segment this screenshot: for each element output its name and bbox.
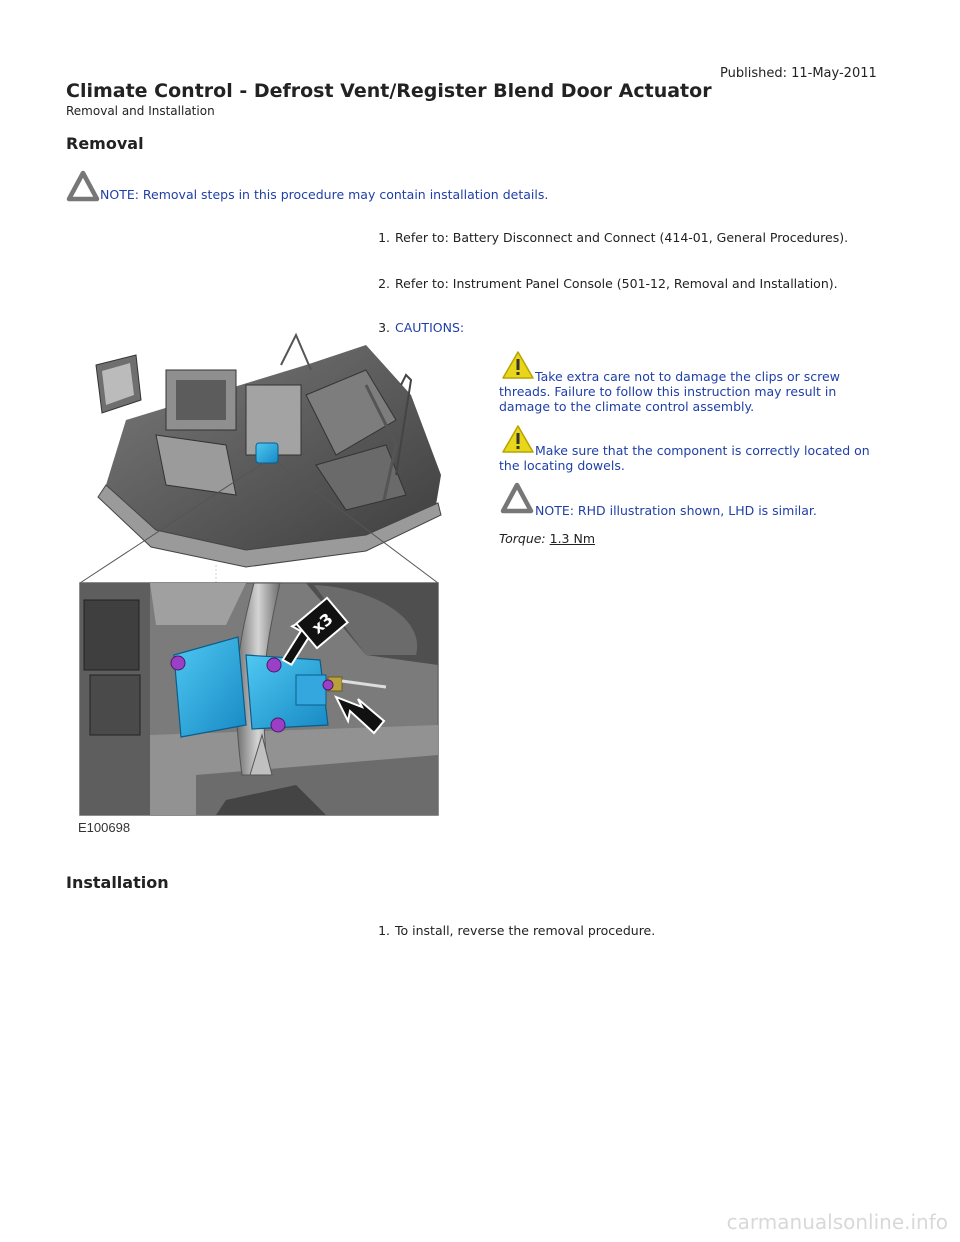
screw-1 [171,656,185,670]
published-date: Published: 11-May-2011 [720,66,877,81]
callout-label: x3 [307,609,337,638]
actuator-illustration [66,325,446,845]
removal-heading: Removal [66,134,144,153]
caution-2-text: Make sure that the component is correctly located on the locating dowels. [499,443,870,473]
torque-spec [499,531,595,546]
page-subtitle: Removal and Installation [66,104,215,118]
screw-2 [267,658,281,672]
hvac-assembly-overview [96,335,441,585]
step-number: 3. [378,320,390,335]
actuator-detail-view [80,583,438,815]
figure-label: E100698 [78,820,131,835]
step-3-note-text: NOTE: RHD illustration shown, LHD is similar. [535,503,817,518]
watermark: carmanualsonline.info [726,1210,948,1234]
illustration-figure [66,325,446,845]
cautions-label: CAUTIONS: [395,320,465,335]
step-number: 1. [378,923,390,938]
screw-3 [271,718,285,732]
note-icon [66,170,100,202]
step-number: 1. [378,230,390,245]
step-text: Refer to: Battery Disconnect and Connect (414-01, General Procedures). [395,230,849,245]
torque-value: 1.3 Nm [549,531,596,546]
step-text: To install, reverse the removal procedure. [395,923,656,938]
caution-2 [499,424,879,473]
caution-warning-icon [501,424,535,454]
installation-heading: Installation [66,873,169,892]
caution-warning-icon [501,350,535,380]
step-text: Refer to: Instrument Panel Console (501-12, Removal and Installation). [395,276,838,291]
caution-1 [499,350,879,414]
removal-note [66,170,766,210]
torque-label: Torque: [499,531,546,546]
removal-note-text: NOTE: Removal steps in this procedure may contain installation details. [100,187,549,202]
page-title: Climate Control - Defrost Vent/Register Blend Door Actuator [66,80,712,102]
note-icon [499,482,535,514]
step-3-note [499,482,879,516]
step-number: 2. [378,276,390,291]
caution-1-text: Take extra care not to damage the clips or screw threads. Failure to follow this instruction may result in damage to the climate control assembly. [499,369,840,414]
